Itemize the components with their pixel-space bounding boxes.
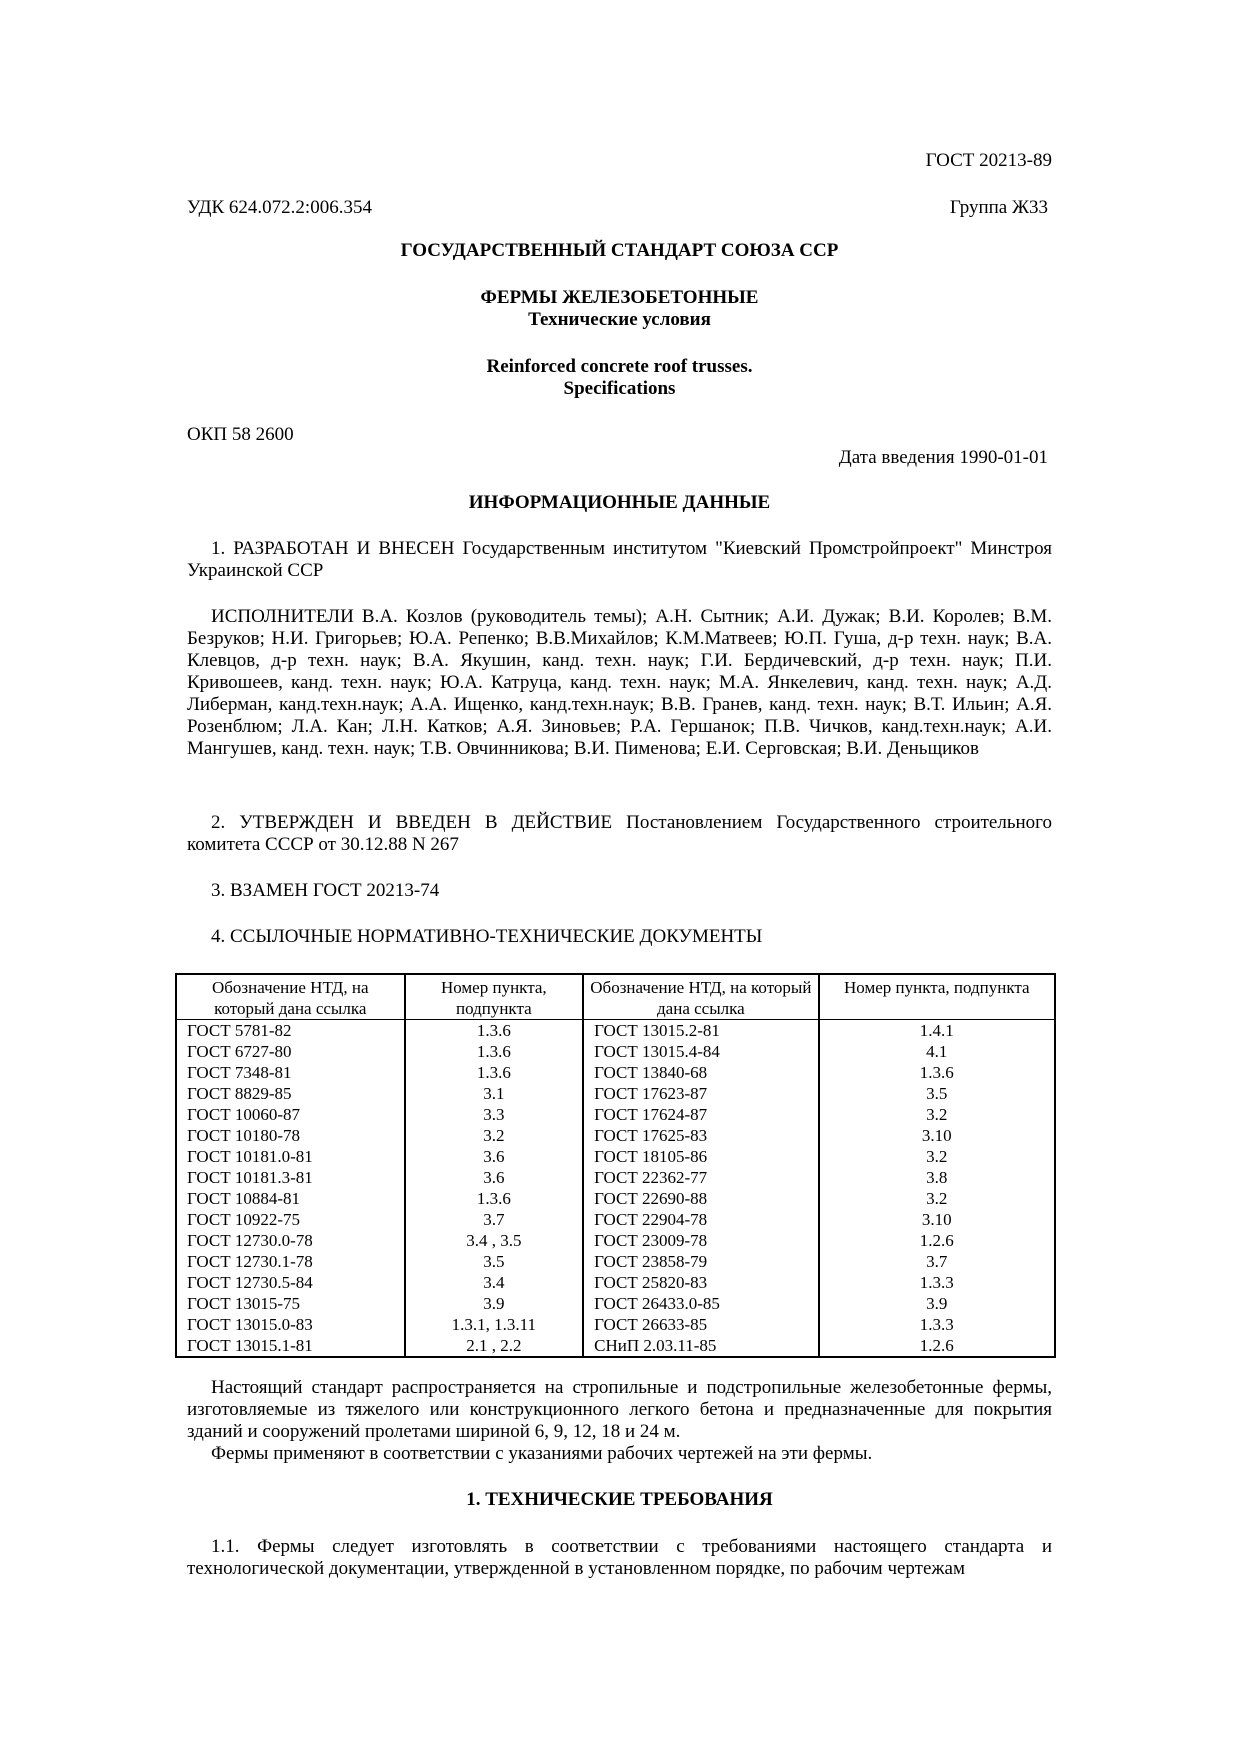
- clause-number-cell: 3.2: [819, 1104, 1055, 1125]
- table-row: [176, 1020, 1055, 1042]
- table-row: [176, 1230, 1055, 1251]
- clause-number-cell: 3.9: [819, 1293, 1055, 1314]
- table-row: [176, 1167, 1055, 1188]
- table-row: [176, 1062, 1055, 1083]
- header-ntd-designation: Обозначение НТД, на который дана ссылка: [176, 974, 405, 1020]
- table-row: [176, 1146, 1055, 1167]
- ntd-designation-cell: ГОСТ 10180-78: [176, 1125, 405, 1146]
- section-1-heading: 1. ТЕХНИЧЕСКИЕ ТРЕБОВАНИЯ: [466, 1489, 773, 1510]
- clause-number-cell: 1.3.6: [405, 1020, 584, 1042]
- clause-number-cell: 3.7: [405, 1209, 584, 1230]
- table-header-row: [176, 974, 1055, 1020]
- clause-number-cell: 3.9: [405, 1293, 584, 1314]
- ntd-designation-cell: ГОСТ 13015.2-81: [583, 1020, 818, 1042]
- clause-number-cell: 1.3.1, 1.3.11: [405, 1314, 584, 1335]
- table-row: [176, 1083, 1055, 1104]
- ntd-designation-cell: ГОСТ 13015.1-81: [176, 1335, 405, 1357]
- ntd-designation-cell: ГОСТ 25820-83: [583, 1272, 818, 1293]
- clause-number-cell: 3.10: [819, 1125, 1055, 1146]
- english-subtitle: Specifications: [563, 378, 676, 399]
- info-heading: ИНФОРМАЦИОННЫЕ ДАННЫЕ: [468, 492, 771, 513]
- introduction-date: Дата введения 1990-01-01: [838, 447, 1048, 468]
- state-standard-title: ГОСУДАРСТВЕННЫЙ СТАНДАРТ СОЮЗА ССР: [400, 240, 839, 261]
- info-item-4: 4. ССЫЛОЧНЫЕ НОРМАТИВНО-ТЕХНИЧЕСКИЕ ДОКУМЕНТЫ: [211, 926, 763, 947]
- clause-number-cell: 3.4 , 3.5: [405, 1230, 584, 1251]
- clause-number-cell: 1.3.6: [405, 1062, 584, 1083]
- info-item-1: 1. РАЗРАБОТАН И ВНЕСЕН Государственным институтом "Киевский Промстройпроект" Минстроя Украинской ССР: [187, 538, 1052, 581]
- ntd-designation-cell: ГОСТ 23009-78: [583, 1230, 818, 1251]
- clause-number-cell: 3.6: [405, 1146, 584, 1167]
- clause-number-cell: 3.4: [405, 1272, 584, 1293]
- ntd-designation-cell: ГОСТ 22690-88: [583, 1188, 818, 1209]
- clause-number-cell: 3.2: [819, 1146, 1055, 1167]
- clause-number-cell: 4.1: [819, 1041, 1055, 1062]
- scope-paragraph: Настоящий стандарт распространяется на стропильные и подстропильные железобетонные фермы, изготовляемые из тяжелого или конструкционного легкого бетона и предназначенные для покрытия зданий и сооружений пролетами шириной 6, 9, 12, 18 и 24 м.: [187, 1377, 1052, 1442]
- header-ntd-designation: Обозначение НТД, на который дана ссылка: [583, 974, 818, 1020]
- ntd-designation-cell: ГОСТ 8829-85: [176, 1083, 405, 1104]
- clause-number-cell: 1.4.1: [819, 1020, 1055, 1042]
- ntd-designation-cell: ГОСТ 26633-85: [583, 1314, 818, 1335]
- clause-number-cell: 1.3.3: [819, 1314, 1055, 1335]
- scope-usage-paragraph: Фермы применяют в соответствии с указаниями рабочих чертежей на эти фермы.: [211, 1443, 873, 1464]
- ntd-designation-cell: ГОСТ 18105-86: [583, 1146, 818, 1167]
- ntd-designation-cell: ГОСТ 10181.0-81: [176, 1146, 405, 1167]
- ntd-designation-cell: ГОСТ 17625-83: [583, 1125, 818, 1146]
- info-item-2: 2. УТВЕРЖДЕН И ВВЕДЕН В ДЕЙСТВИЕ Постановлением Государственного строительного комитета СССР от 30.12.88 N 267: [187, 812, 1052, 855]
- clause-number-cell: 3.5: [405, 1251, 584, 1272]
- clause-number-cell: 3.7: [819, 1251, 1055, 1272]
- table-row: [176, 1293, 1055, 1314]
- table-row: [176, 1335, 1055, 1357]
- english-title: Reinforced concrete roof trusses.: [486, 356, 753, 377]
- ntd-designation-cell: ГОСТ 10922-75: [176, 1209, 405, 1230]
- okp-code: ОКП 58 2600: [187, 424, 294, 445]
- clause-number-cell: 3.5: [819, 1083, 1055, 1104]
- table-row: [176, 1251, 1055, 1272]
- clause-number-cell: 1.2.6: [819, 1335, 1055, 1357]
- reference-documents-table: [175, 973, 1056, 1358]
- table-row: [176, 1041, 1055, 1062]
- clause-number-cell: 3.2: [405, 1125, 584, 1146]
- ntd-designation-cell: ГОСТ 10181.3-81: [176, 1167, 405, 1188]
- clause-1-1: 1.1. Фермы следует изготовлять в соответствии с требованиями настоящего стандарта и технологической документации, утвержденной в установленном порядке, по рабочим чертежам: [187, 1536, 1052, 1579]
- clause-number-cell: 3.10: [819, 1209, 1055, 1230]
- ntd-designation-cell: ГОСТ 22904-78: [583, 1209, 818, 1230]
- ntd-designation-cell: ГОСТ 17624-87: [583, 1104, 818, 1125]
- ntd-designation-cell: ГОСТ 13015-75: [176, 1293, 405, 1314]
- ntd-designation-cell: ГОСТ 7348-81: [176, 1062, 405, 1083]
- ntd-designation-cell: ГОСТ 13015.4-84: [583, 1041, 818, 1062]
- clause-number-cell: 3.3: [405, 1104, 584, 1125]
- ntd-designation-cell: ГОСТ 13840-68: [583, 1062, 818, 1083]
- gost-number: ГОСТ 20213-89: [925, 150, 1052, 171]
- document-subtitle: Технические условия: [528, 309, 711, 330]
- clause-number-cell: 3.8: [819, 1167, 1055, 1188]
- ntd-designation-cell: СНиП 2.03.11-85: [583, 1335, 818, 1357]
- ntd-designation-cell: ГОСТ 23858-79: [583, 1251, 818, 1272]
- clause-number-cell: 1.3.6: [405, 1041, 584, 1062]
- udk-code: УДК 624.072.2:006.354: [187, 197, 372, 218]
- ntd-designation-cell: ГОСТ 12730.0-78: [176, 1230, 405, 1251]
- table-row: [176, 1125, 1055, 1146]
- clause-number-cell: 3.2: [819, 1188, 1055, 1209]
- clause-number-cell: 2.1 , 2.2: [405, 1335, 584, 1357]
- ntd-designation-cell: ГОСТ 26433.0-85: [583, 1293, 818, 1314]
- clause-number-cell: 3.6: [405, 1167, 584, 1188]
- ntd-designation-cell: ГОСТ 10884-81: [176, 1188, 405, 1209]
- ntd-designation-cell: ГОСТ 12730.1-78: [176, 1251, 405, 1272]
- ntd-designation-cell: ГОСТ 22362-77: [583, 1167, 818, 1188]
- ntd-designation-cell: ГОСТ 10060-87: [176, 1104, 405, 1125]
- group-code: Группа Ж33: [949, 197, 1048, 218]
- table-row: [176, 1188, 1055, 1209]
- document-title: ФЕРМЫ ЖЕЛЕЗОБЕТОННЫЕ: [480, 287, 759, 308]
- clause-number-cell: 1.3.3: [819, 1272, 1055, 1293]
- ntd-designation-cell: ГОСТ 6727-80: [176, 1041, 405, 1062]
- clause-number-cell: 1.3.6: [819, 1062, 1055, 1083]
- header-clause-number: Номер пункта, подпункта: [405, 974, 584, 1020]
- header-clause-number: Номер пункта, подпункта: [819, 974, 1055, 1020]
- table-body: [176, 1020, 1055, 1358]
- ntd-designation-cell: ГОСТ 5781-82: [176, 1020, 405, 1042]
- clause-number-cell: 1.3.6: [405, 1188, 584, 1209]
- clause-number-cell: 1.2.6: [819, 1230, 1055, 1251]
- table-row: [176, 1104, 1055, 1125]
- ntd-designation-cell: ГОСТ 13015.0-83: [176, 1314, 405, 1335]
- ntd-designation-cell: ГОСТ 12730.5-84: [176, 1272, 405, 1293]
- table-row: [176, 1209, 1055, 1230]
- performers-paragraph: ИСПОЛНИТЕЛИ В.А. Козлов (руководитель темы); А.Н. Сытник; А.И. Дужак; В.И. Королев; В.М. Безруков; Н.И. Григорьев; Ю.А. Репенко; В.В.Михайлов; К.М.Матвеев; Ю.П. Гуша, д-р техн. наук; В.А. Клевцов, д-р техн. наук; В.А. Якушин, канд. техн. наук; Г.И. Бердичевский, д-р техн. наук; П.И. Кривошеев, канд. техн. наук; Ю.А. Катруца, канд. техн. наук; М.А. Янкелевич, канд. техн. наук; А.Д. Либерман, канд.техн.наук; А.А. Ищенко, канд.техн.наук; В.В. Гранев, канд. техн. наук; В.Т. Ильин; А.Я. Розенблюм; Л.А. Кан; Л.Н. Катков; А.Я. Зиновьев; Р.А. Гершанок; П.В. Чичков, канд.техн.наук; А.И. Мангушев, канд. техн. наук; Т.В. Овчинникова; В.И. Пименова; Е.И. Серговская; В.И. Деньщиков: [187, 606, 1052, 759]
- ntd-designation-cell: ГОСТ 17623-87: [583, 1083, 818, 1104]
- clause-number-cell: 3.1: [405, 1083, 584, 1104]
- table-row: [176, 1314, 1055, 1335]
- info-item-3: 3. ВЗАМЕН ГОСТ 20213-74: [211, 880, 440, 901]
- table-row: [176, 1272, 1055, 1293]
